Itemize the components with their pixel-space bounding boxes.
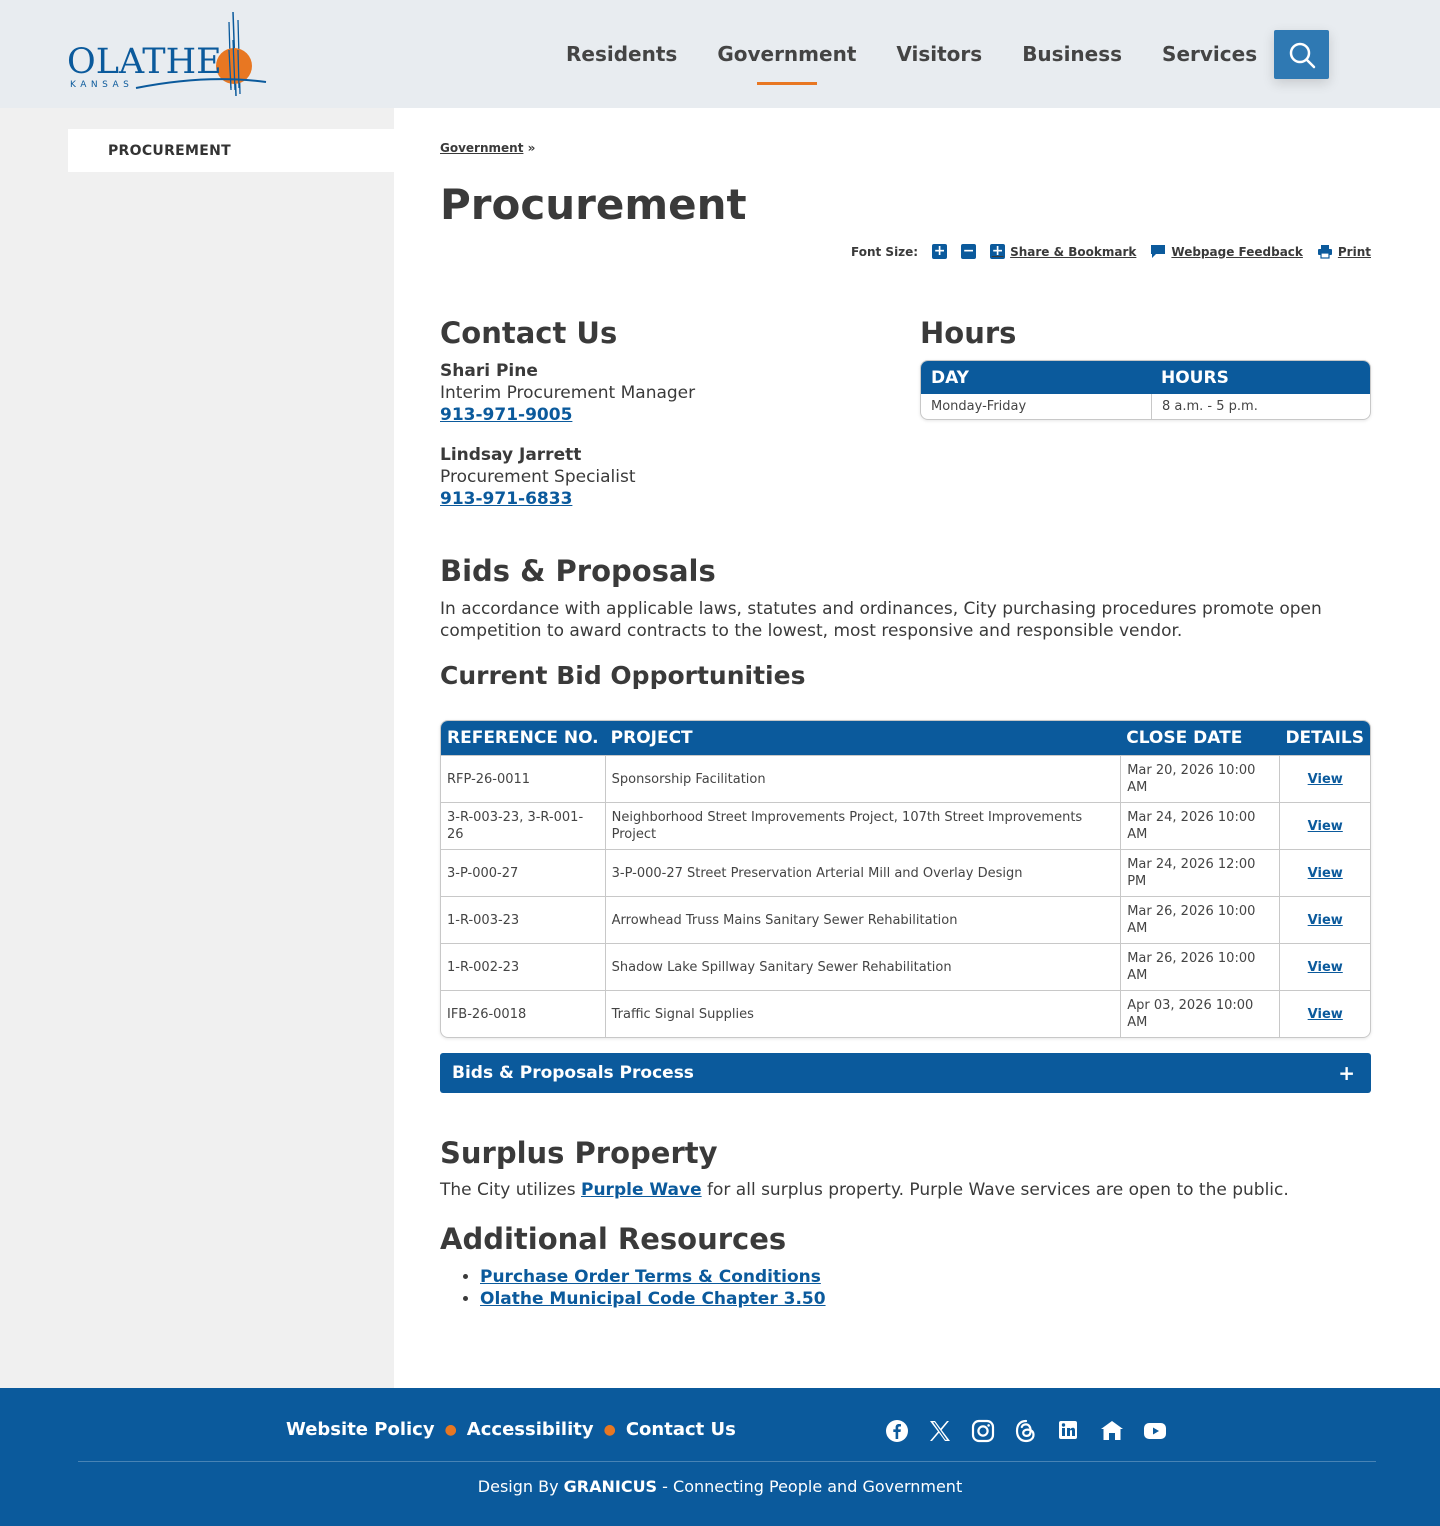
youtube-icon[interactable] [1143, 1419, 1167, 1443]
project-cell: Traffic Signal Supplies [605, 990, 1121, 1037]
close-date-cell: Mar 20, 2026 10:00 AM [1120, 755, 1279, 802]
granicus-brand[interactable]: GRANICUS [563, 1477, 658, 1496]
olathe-logo[interactable] [66, 10, 270, 100]
webpage-feedback-label: Webpage Feedback [1171, 244, 1303, 259]
list-item [480, 1288, 826, 1310]
page-toolbar [851, 244, 1371, 259]
purple-wave-link[interactable]: Purple Wave [581, 1180, 702, 1200]
col-details: DETAILS [1279, 721, 1370, 755]
contact-phone-link[interactable]: 913-971-9005 [440, 405, 573, 425]
contact-heading: Contact Us [440, 316, 618, 350]
resources-list [480, 1266, 826, 1310]
nav-government[interactable]: Government [697, 0, 876, 108]
view-link[interactable]: View [1307, 959, 1343, 975]
nav-residents[interactable]: Residents [566, 42, 678, 66]
printer-icon [1317, 244, 1333, 259]
table-row [441, 849, 1370, 896]
close-date-cell: Mar 24, 2026 12:00 PM [1120, 849, 1279, 896]
ref-cell: 3-P-000-27 [441, 849, 605, 896]
logo-wordmark: OLATHE [67, 42, 222, 82]
footer-links [286, 1419, 736, 1440]
sidebar [0, 108, 394, 1388]
project-cell: Neighborhood Street Improvements Project, 107th Street Improvements Project [605, 802, 1121, 849]
hours-col-day: DAY [921, 361, 1151, 394]
contact-name: Shari Pine [440, 361, 538, 381]
table-row [441, 990, 1370, 1037]
municipal-code-link[interactable]: Olathe Municipal Code Chapter 3.50 [480, 1289, 826, 1309]
ref-cell: RFP-26-0011 [441, 755, 605, 802]
table-row [441, 896, 1370, 943]
plus-square-icon: + [991, 243, 1004, 259]
font-size-label: Font Size: [851, 244, 919, 259]
main-nav [546, 0, 1277, 108]
hours-day-cell: Monday-Friday [931, 399, 1027, 414]
contact-phone-link[interactable]: 913-971-6833 [440, 489, 573, 509]
bids-heading: Bids & Proposals [440, 554, 716, 588]
font-increase-button[interactable]: + [933, 243, 946, 259]
ref-cell: 1-R-002-23 [441, 943, 605, 990]
print-button[interactable] [1317, 244, 1371, 259]
footer-divider [78, 1461, 1376, 1462]
project-cell: Shadow Lake Spillway Sanitary Sewer Rehabilitation [605, 943, 1121, 990]
accordion-label: Bids & Proposals Process [452, 1063, 694, 1083]
view-link[interactable]: View [1307, 1006, 1343, 1022]
surplus-heading: Surplus Property [440, 1136, 718, 1170]
contact-name: Lindsay Jarrett [440, 445, 582, 465]
share-bookmark-label: Share & Bookmark [1010, 244, 1137, 259]
site-footer [0, 1388, 1440, 1526]
font-decrease-button[interactable]: − [962, 243, 975, 259]
nav-services[interactable]: Services [1162, 42, 1258, 66]
col-reference: REFERENCE NO. [441, 721, 605, 755]
current-bids-heading: Current Bid Opportunities [440, 661, 806, 690]
footer-credit: Design By GRANICUS - Connecting People and Government [477, 1477, 963, 1496]
close-date-cell: Mar 26, 2026 10:00 AM [1120, 896, 1279, 943]
social-links [885, 1419, 1167, 1443]
bids-intro: In accordance with applicable laws, statutes and ordinances, City purchasing procedures promote open competition to award contracts to the lowest, most responsive and responsible vendor. [440, 599, 1322, 641]
view-link[interactable]: View [1307, 818, 1343, 834]
table-row [921, 394, 1370, 419]
hours-col-hours: HOURS [1151, 361, 1370, 394]
hours-table [920, 360, 1371, 420]
threads-icon[interactable] [1014, 1419, 1038, 1443]
bids-process-accordion[interactable] [440, 1053, 1371, 1093]
page-title: Procurement [440, 180, 747, 229]
contact-card [440, 444, 636, 510]
search-icon [1288, 41, 1316, 69]
ref-cell: 3-R-003-23, 3-R-001-26 [441, 802, 605, 849]
nav-business[interactable]: Business [1022, 42, 1123, 66]
table-row [441, 802, 1370, 849]
hours-time-cell: 8 a.m. - 5 p.m. [1151, 394, 1370, 419]
project-cell: 3-P-000-27 Street Preservation Arterial Mill and Overlay Design [605, 849, 1121, 896]
sidebar-item-procurement[interactable]: PROCUREMENT [68, 129, 394, 172]
bids-table [440, 720, 1371, 1038]
accessibility-link[interactable]: Accessibility [466, 1419, 594, 1440]
search-button[interactable] [1274, 30, 1329, 79]
x-icon[interactable] [928, 1419, 952, 1443]
ref-cell: IFB-26-0018 [441, 990, 605, 1037]
contact-card [440, 360, 695, 426]
comment-icon [1150, 244, 1166, 259]
table-row [441, 755, 1370, 802]
webpage-feedback-button[interactable] [1150, 244, 1303, 259]
hours-heading: Hours [920, 316, 1017, 350]
print-label: Print [1337, 244, 1371, 259]
share-bookmark-button[interactable] [990, 244, 1136, 259]
purchase-order-terms-link[interactable]: Purchase Order Terms & Conditions [480, 1267, 821, 1287]
nextdoor-icon[interactable] [1100, 1419, 1124, 1443]
facebook-icon[interactable] [885, 1419, 909, 1443]
contact-role: Interim Procurement Manager [440, 383, 696, 403]
col-project: PROJECT [605, 721, 1121, 755]
breadcrumb-separator: » [527, 141, 536, 155]
breadcrumb [440, 141, 535, 155]
view-link[interactable]: View [1307, 865, 1343, 881]
col-close-date: CLOSE DATE [1120, 721, 1279, 755]
site-header [0, 0, 1440, 108]
close-date-cell: Mar 24, 2026 10:00 AM [1120, 802, 1279, 849]
list-item [480, 1266, 826, 1288]
surplus-text: The City utilizes Purple Wave for all surplus property. Purple Wave services are open to the public. [440, 1180, 1289, 1200]
logo-subtext: KANSAS [70, 80, 134, 90]
contact-role: Procurement Specialist [440, 467, 636, 487]
nav-visitors[interactable]: Visitors [896, 42, 983, 66]
instagram-icon[interactable] [971, 1419, 995, 1443]
view-link[interactable]: View [1307, 771, 1343, 787]
close-date-cell: Mar 26, 2026 10:00 AM [1120, 943, 1279, 990]
breadcrumb-government-link[interactable]: Government [440, 141, 524, 155]
close-date-cell: Apr 03, 2026 10:00 AM [1120, 990, 1279, 1037]
website-policy-link[interactable]: Website Policy [286, 1419, 435, 1440]
linkedin-icon[interactable] [1057, 1419, 1081, 1443]
project-cell: Arrowhead Truss Mains Sanitary Sewer Rehabilitation [605, 896, 1121, 943]
table-row [441, 943, 1370, 990]
separator-dot: ● [444, 1421, 457, 1438]
project-cell: Sponsorship Facilitation [605, 755, 1121, 802]
contact-us-link[interactable]: Contact Us [625, 1419, 736, 1440]
ref-cell: 1-R-003-23 [441, 896, 605, 943]
separator-dot: ● [603, 1421, 616, 1438]
resources-heading: Additional Resources [440, 1222, 787, 1256]
expand-plus-icon: + [1338, 1061, 1355, 1085]
view-link[interactable]: View [1307, 912, 1343, 928]
